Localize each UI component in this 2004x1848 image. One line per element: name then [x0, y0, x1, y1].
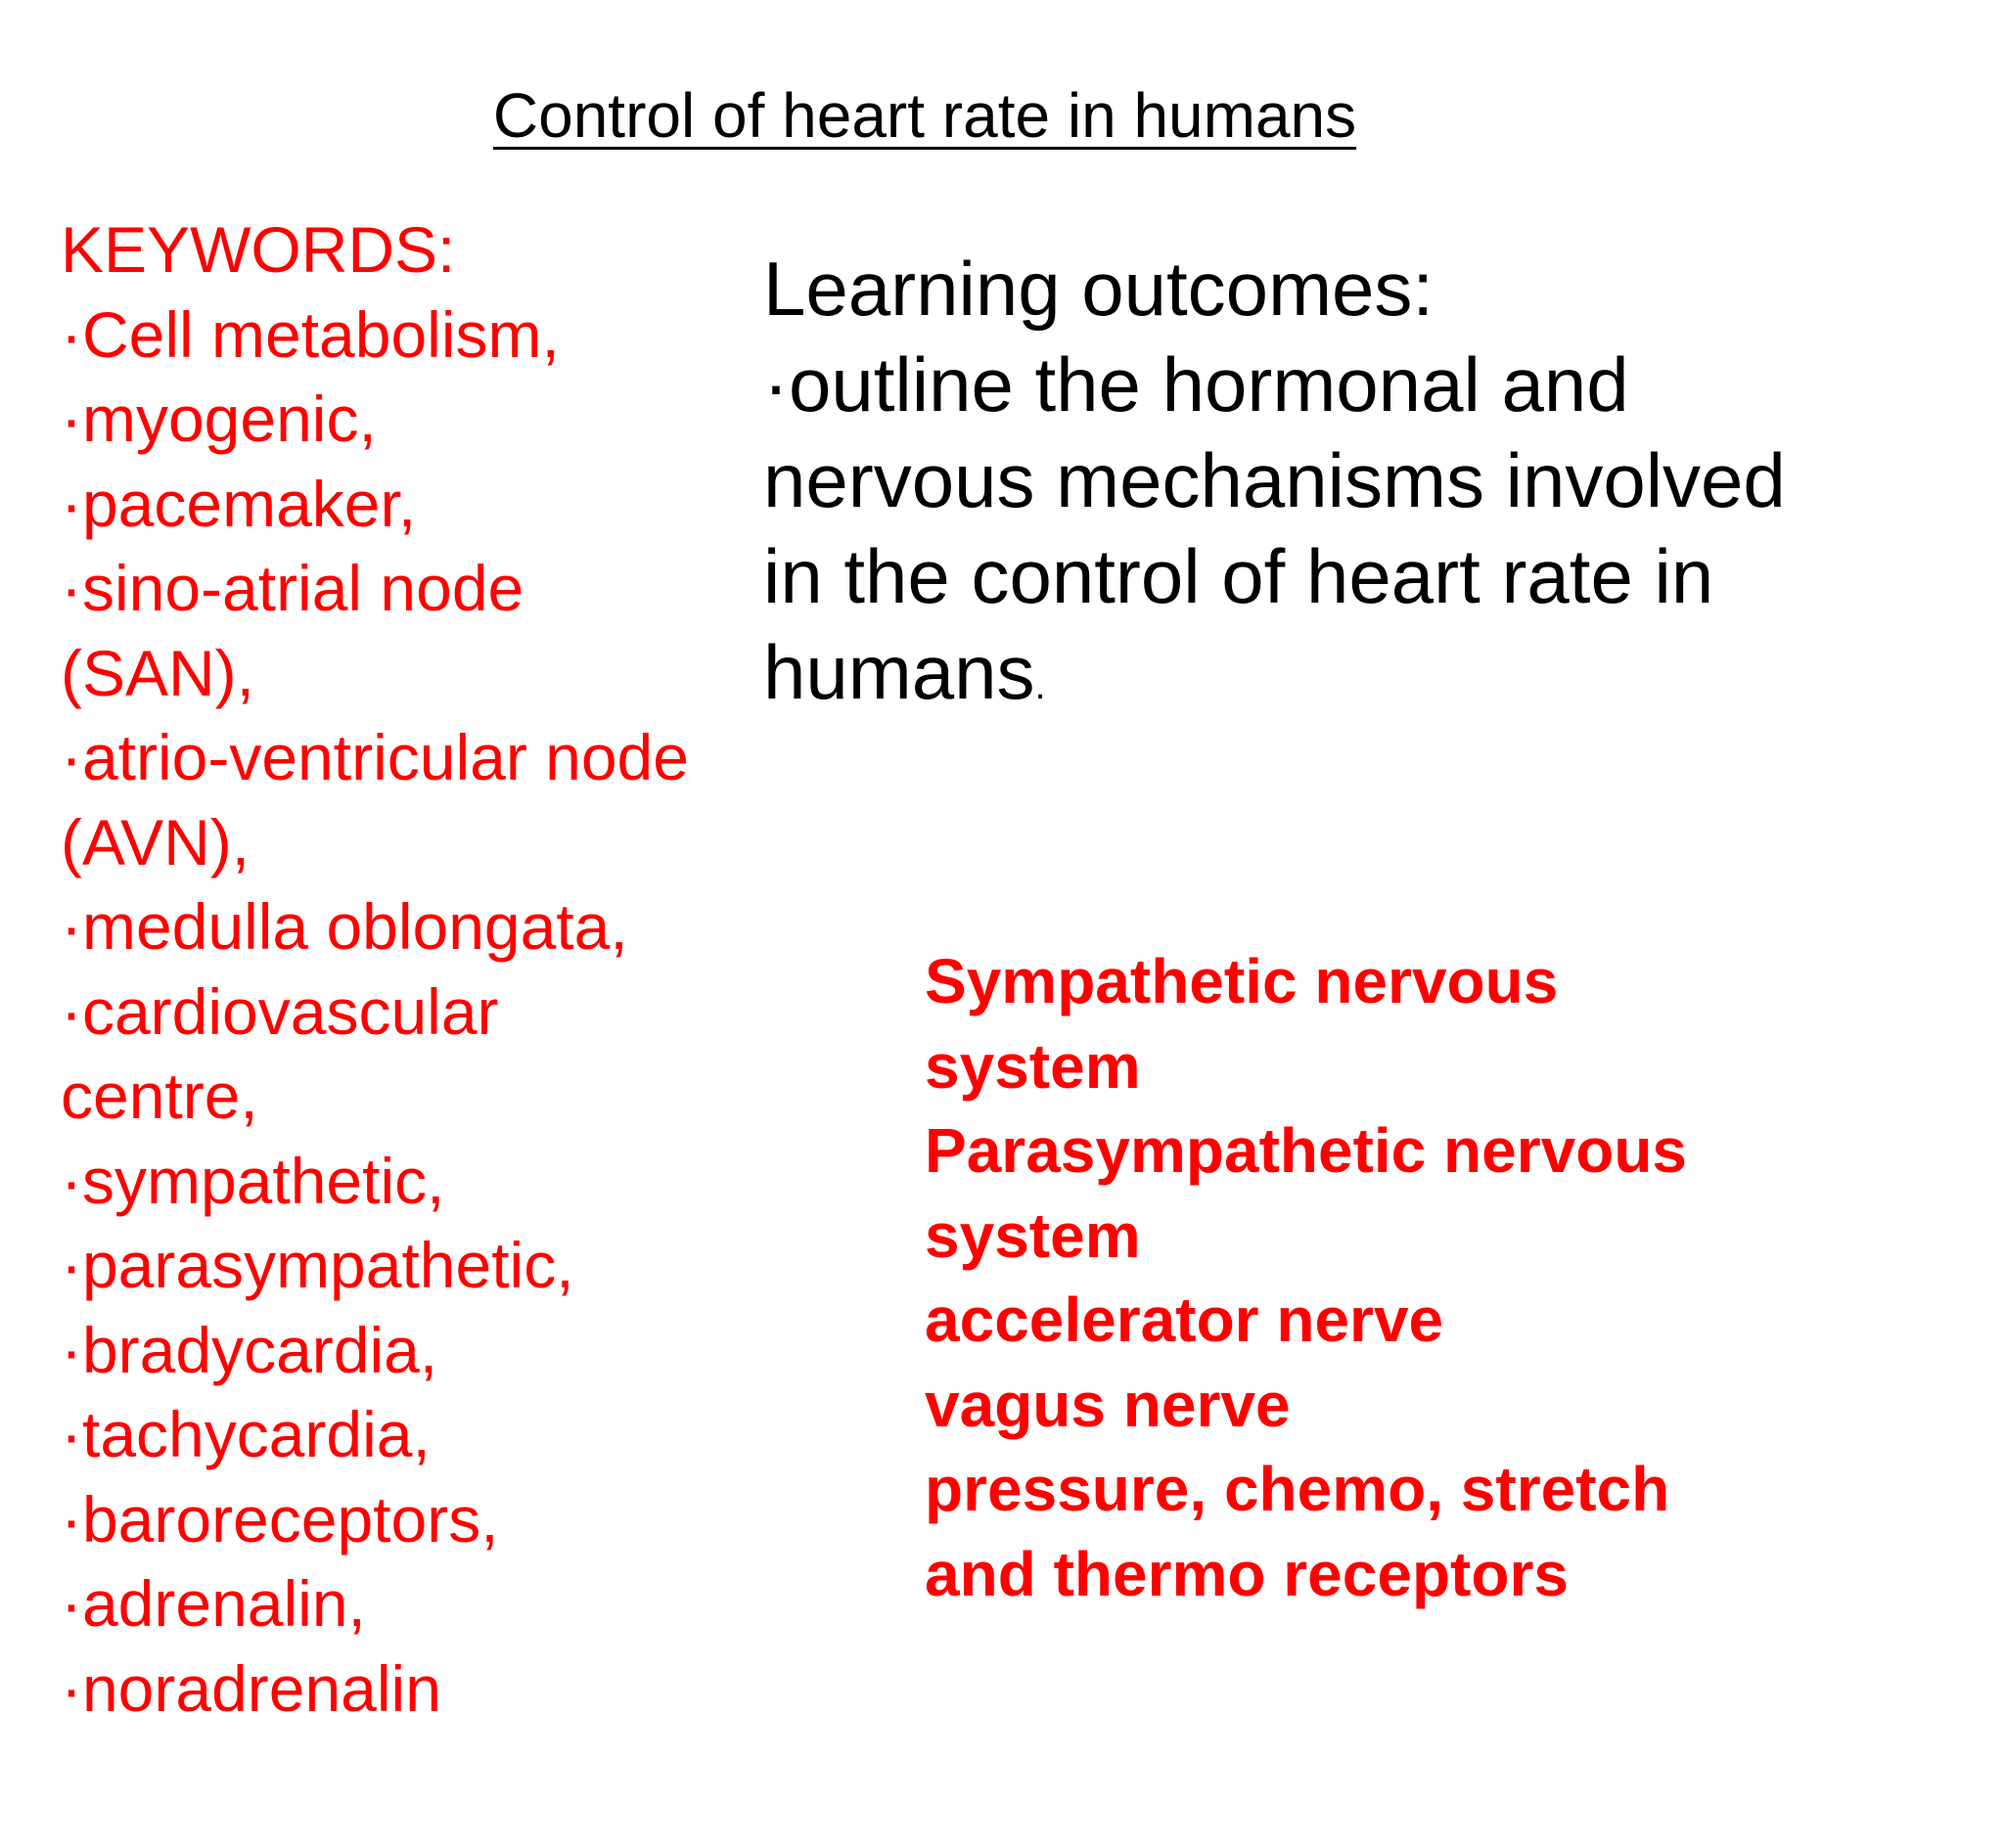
- keyword-item: ·tachycardia,: [61, 1398, 431, 1470]
- keyword-item: ·baroreceptors,: [61, 1482, 499, 1555]
- nervous-term: vagus nerve: [925, 1369, 1291, 1440]
- keyword-item: ·pacemaker,: [61, 467, 417, 540]
- keyword-item: ·atrio-ventricular node: [61, 721, 689, 793]
- nervous-term: system: [925, 1030, 1141, 1102]
- learning-outcome-text: ·outline the hormonal and: [763, 341, 1629, 428]
- keywords-list: [61, 207, 765, 1731]
- nervous-term: Parasympathetic nervous: [925, 1115, 1687, 1186]
- learning-outcomes: [763, 241, 1937, 734]
- keyword-item: ·bradycardia,: [61, 1313, 438, 1386]
- nervous-term: pressure, chemo, stretch: [925, 1454, 1670, 1524]
- learning-outcome-period: .: [1034, 664, 1046, 707]
- learning-outcomes-heading: Learning outcomes:: [763, 246, 1435, 332]
- learning-outcome-text: nervous mechanisms involved: [763, 437, 1786, 523]
- keyword-item: ·Cell metabolism,: [61, 297, 560, 371]
- learning-outcome-text-last: [763, 624, 1937, 734]
- nervous-term: accelerator nerve: [925, 1285, 1444, 1355]
- nervous-term: Sympathetic nervous: [925, 946, 1559, 1016]
- keyword-item: centre,: [61, 1059, 258, 1132]
- keyword-item: ·noradrenalin: [61, 1651, 441, 1725]
- keywords-heading: KEYWORDS:: [61, 213, 456, 286]
- keyword-item: ·sympathetic,: [61, 1144, 445, 1217]
- keyword-item: (AVN),: [61, 805, 250, 879]
- keyword-item: ·adrenalin,: [61, 1567, 366, 1640]
- nervous-term: and thermo receptors: [925, 1538, 1569, 1609]
- learning-outcome-text: humans: [763, 629, 1035, 715]
- keyword-item: ·myogenic,: [61, 383, 377, 455]
- learning-outcome-text: in the control of heart rate in: [763, 533, 1714, 619]
- nervous-term: system: [925, 1199, 1141, 1271]
- nervous-system-terms: [925, 939, 1952, 1616]
- keyword-item: ·medulla oblongata,: [61, 890, 628, 963]
- keyword-item: ·sino-atrial node: [61, 552, 524, 624]
- keyword-item: ·cardiovascular: [61, 974, 499, 1048]
- keyword-item: (SAN),: [61, 636, 254, 709]
- page-title: Control of heart rate in humans: [492, 80, 1357, 151]
- keyword-item: ·parasympathetic,: [61, 1229, 574, 1301]
